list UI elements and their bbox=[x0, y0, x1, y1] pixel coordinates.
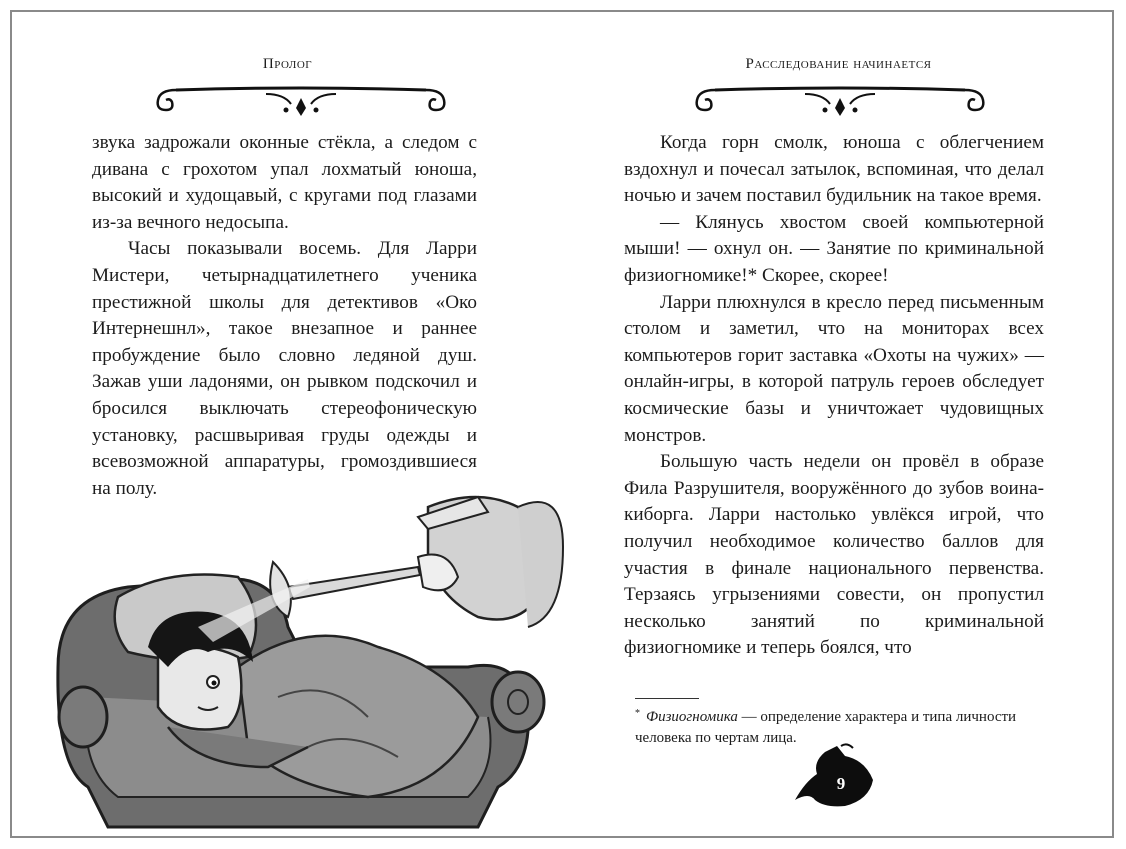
left-page bbox=[12, 12, 563, 836]
paragraph: звука задрожали оконные стёкла, а следом с дивана с грохотом упал лохматый юноша, высокий и худощавый, с кругами под глазами из-за вечного недосыпа. bbox=[92, 132, 477, 233]
right-body-text bbox=[624, 130, 1044, 662]
footnote-definition: — определение характера и типа личности человека по чертам лица. bbox=[635, 709, 1017, 746]
book-spread bbox=[10, 10, 1114, 838]
footnote-rule bbox=[635, 698, 699, 699]
left-body-text bbox=[92, 130, 477, 502]
footnote-marker: * bbox=[635, 708, 640, 719]
paragraph: Часы показывали восемь. Для Ларри Мистери, четырнадцатилетнего ученика престижной школы для детективов «Око Интернешнл», такое внезапное и раннее пробуждение было словно ледяной душ. Зажав уши ладонями, он рывком подскочил и бросился выключать стереофоническую установку, расшвыривая груды одежды и всевозможной аппаратуры, громоздившиеся на полу. bbox=[92, 238, 477, 499]
footnote-term: Физиогномика bbox=[646, 709, 738, 725]
header-ornament-right bbox=[685, 80, 995, 120]
running-head-right: Расследование начинается bbox=[745, 56, 932, 72]
header-ornament-left bbox=[146, 80, 456, 120]
paragraph: Когда горн смолк, юноша с облегчением вздохнул и почесал затылок, вспоминая, что делал ночью и зачем поставил будильник на такое время. bbox=[624, 132, 1044, 207]
page-number: 9 bbox=[836, 774, 846, 793]
running-head-left: Пролог bbox=[262, 56, 313, 72]
paragraph: Ларри плюхнулся в кресло перед письменным столом и заметил, что на мониторах всех компьютеров горит заставка «Охоты на чужих» — онлайн-игры, в которой патруль героев обследует космические базы и уничтожает чудовищных монстров. bbox=[624, 291, 1044, 446]
right-page bbox=[563, 12, 1114, 836]
paragraph: — Клянусь хвостом своей компьютерной мыши! — охнул он. — Занятие по криминальной физиогномике!* Скорее, скорее! bbox=[624, 211, 1044, 286]
illustration-boy-on-sofa bbox=[48, 467, 568, 837]
paragraph: Большую часть недели он провёл в образе Фила Разрушителя, вооружённого до зубов воина-киборга. Ларри настолько увлёкся игрой, что получил необходимое количество баллов для участия в финале национального первенства. Терзаясь угрызениями совести, он пропустил несколько занятий по криминальной физиогномике и теперь боялся, что bbox=[624, 451, 1044, 659]
